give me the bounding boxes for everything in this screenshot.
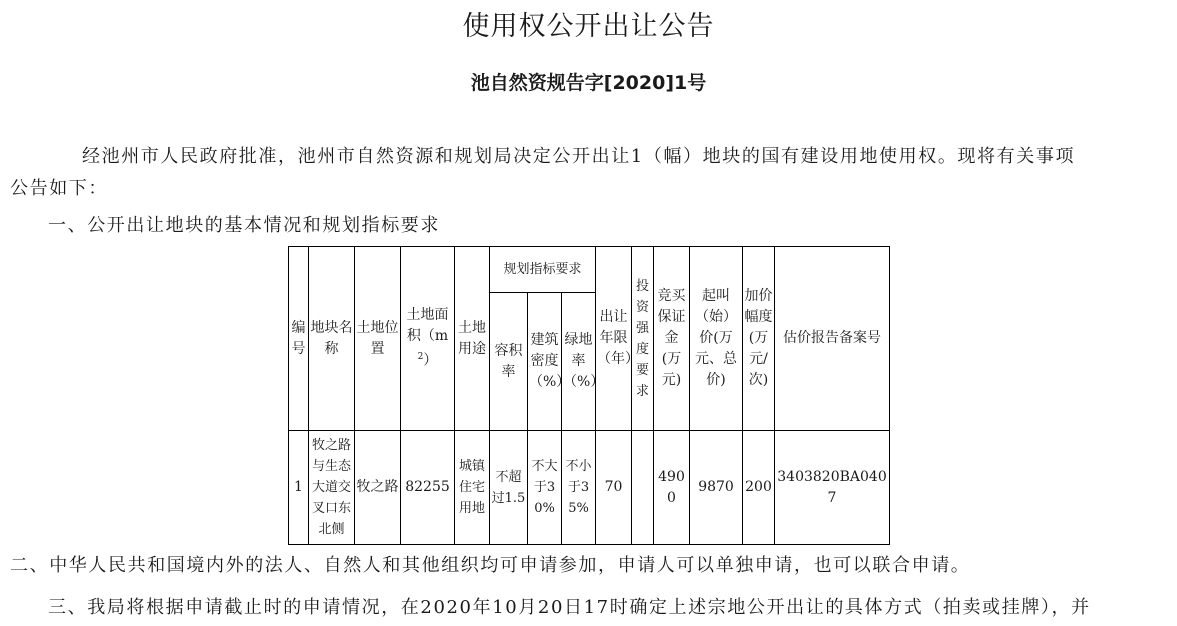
header-area-label: 土地面积（m <box>406 307 449 345</box>
header-density: 建筑密度（%） <box>528 293 562 431</box>
land-parcel-table <box>288 246 890 545</box>
header-no: 编号 <box>289 247 309 431</box>
cell-term: 70 <box>596 431 632 545</box>
cell-name: 牧之路与生态大道交叉口东北侧 <box>309 431 355 545</box>
header-term: 出让年限（年） <box>596 247 632 431</box>
header-name: 地块名称 <box>309 247 355 431</box>
table-row <box>289 431 890 545</box>
header-deposit: 竞买保证金(万元) <box>654 247 690 431</box>
section-2-paragraph: 二、中华人民共和国境内外的法人、自然人和其他组织均可申请参加，申请人可以单独申请，也可以联合申请。 <box>10 555 971 576</box>
cell-appraisal: 3403820BA0407 <box>775 431 890 545</box>
cell-start-price: 9870 <box>690 431 743 545</box>
header-planning-group: 规划指标要求 <box>490 247 596 293</box>
header-green: 绿地率（%） <box>562 293 596 431</box>
cell-location: 牧之路 <box>355 431 401 545</box>
header-appraisal: 估价报告备案号 <box>775 247 890 431</box>
document-number: 池自然资规告字[2020]1号 <box>470 72 707 94</box>
cell-invest <box>632 431 654 545</box>
cell-far: 不超过1.5 <box>490 431 528 545</box>
cell-green: 不小于35% <box>562 431 596 545</box>
cell-increment: 200 <box>743 431 775 545</box>
cell-area: 82255 <box>401 431 455 545</box>
header-far: 容积率 <box>490 293 528 431</box>
cell-no: 1 <box>289 431 309 545</box>
header-increment: 加价幅度(万元/次) <box>743 247 775 431</box>
header-area-sup: 2 <box>417 352 424 363</box>
cell-density: 不大于30% <box>528 431 562 545</box>
cell-deposit: 4900 <box>654 431 690 545</box>
document-title: 使用权公开出让公告 <box>462 11 715 42</box>
section-1-heading: 一、公开出让地块的基本情况和规划指标要求 <box>48 215 440 236</box>
header-use: 土地用途 <box>455 247 490 431</box>
header-invest: 投资强度要求 <box>632 247 654 431</box>
intro-paragraph-line1: 经池州市人民政府批准，池州市自然资源和规划局决定公开出让1（幅）地块的国有建设用地使用权。现将有关事项 <box>82 146 1076 167</box>
cell-use: 城镇住宅用地 <box>455 431 490 545</box>
intro-paragraph-line2: 公告如下： <box>10 178 108 199</box>
header-area <box>401 247 455 431</box>
header-area-tail: ） <box>423 352 438 369</box>
header-location: 土地位置 <box>355 247 401 431</box>
header-start-price: 起叫（始）价(万元、总价) <box>690 247 743 431</box>
section-3-paragraph: 三、我局将根据申请截止时的申请情况，在2020年10月20日17时确定上述宗地公开出让的具体方式（拍卖或挂牌），并 <box>48 597 1091 618</box>
